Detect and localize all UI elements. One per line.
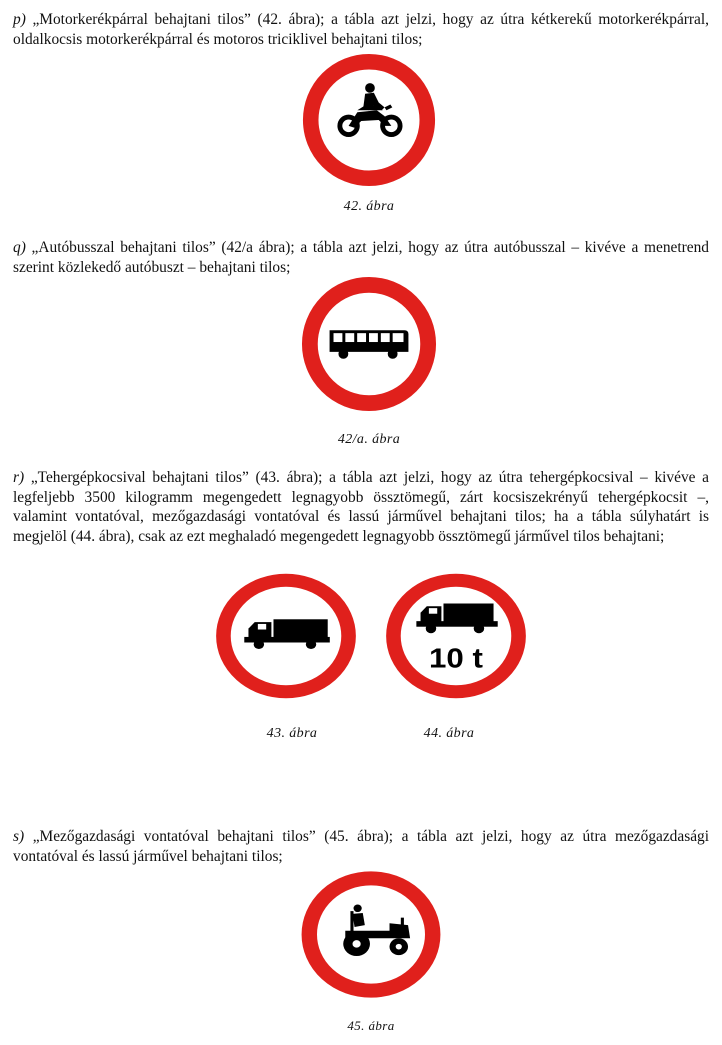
section-r-text: „Tehergépkocsival behajtani tilos” (43. ábra); a tábla azt jelzi, hogy az útra tehergépkocsival – kivéve a legfeljebb 3500 kilogramm megengedett legnagyobb össztömegű, zárt kocsiszekrényű tehergépkocsit –, valamint vontatóval, mezőgazdasági vontatóval és lassú járművel behajtani tilos; ha a tábla súlyhatárt is megjelöl (44. ábra), csak az ezt meghaladó megengedett legnagyobb össztömegű járművel tilos behajtani; <box>13 469 709 545</box>
section-p-text: „Motorkerékpárral behajtani tilos” (42. ábra); a tábla azt jelzi, hogy az útra kétkerekű motorkerékpárral, oldalkocsis motorkerékpárral és motoros triciklivel behajtani tilos; <box>13 11 709 48</box>
caption-44: 44. ábra <box>423 726 475 741</box>
caption-42: 42. ábra <box>343 199 395 214</box>
no-trucks-over-weight-sign <box>383 571 529 701</box>
no-trucks-over-weight-sign-graphic <box>383 571 529 701</box>
no-motorcycles-sign-graphic <box>300 52 438 188</box>
no-trucks-sign <box>213 571 359 701</box>
section-r-label: r) <box>13 469 25 486</box>
caption-43: 43. ábra <box>266 726 318 741</box>
no-trucks-sign-graphic <box>213 571 359 701</box>
section-p <box>13 10 709 49</box>
section-q <box>13 238 709 277</box>
section-p-label: p) <box>13 11 26 28</box>
no-motorcycles-sign <box>300 52 438 188</box>
section-r <box>13 468 709 546</box>
weight-limit-label: 10 t <box>429 643 483 675</box>
no-buses-sign-graphic <box>298 275 440 413</box>
section-s-text: „Mezőgazdasági vontatóval behajtani tilos” (45. ábra); a tábla azt jelzi, hogy az útra mezőgazdasági vontatóval és lassú járművel behajtani tilos; <box>13 828 709 865</box>
section-q-label: q) <box>13 239 26 256</box>
no-buses-sign <box>298 275 440 413</box>
sign-ring <box>393 580 518 691</box>
caption-45: 45. ábra <box>347 1018 395 1033</box>
section-s-label: s) <box>13 828 25 845</box>
section-q-text: „Autóbusszal behajtani tilos” (42/a ábra); a tábla azt jelzi, hogy az útra autóbusszal – kivéve a menetrend szerint közlekedő autóbuszt – behajtani tilos; <box>13 239 709 276</box>
no-tractors-sign <box>299 869 443 1000</box>
no-tractors-sign-graphic <box>299 869 443 1000</box>
caption-42a: 42/a. ábra <box>337 432 401 447</box>
section-s <box>13 827 709 866</box>
